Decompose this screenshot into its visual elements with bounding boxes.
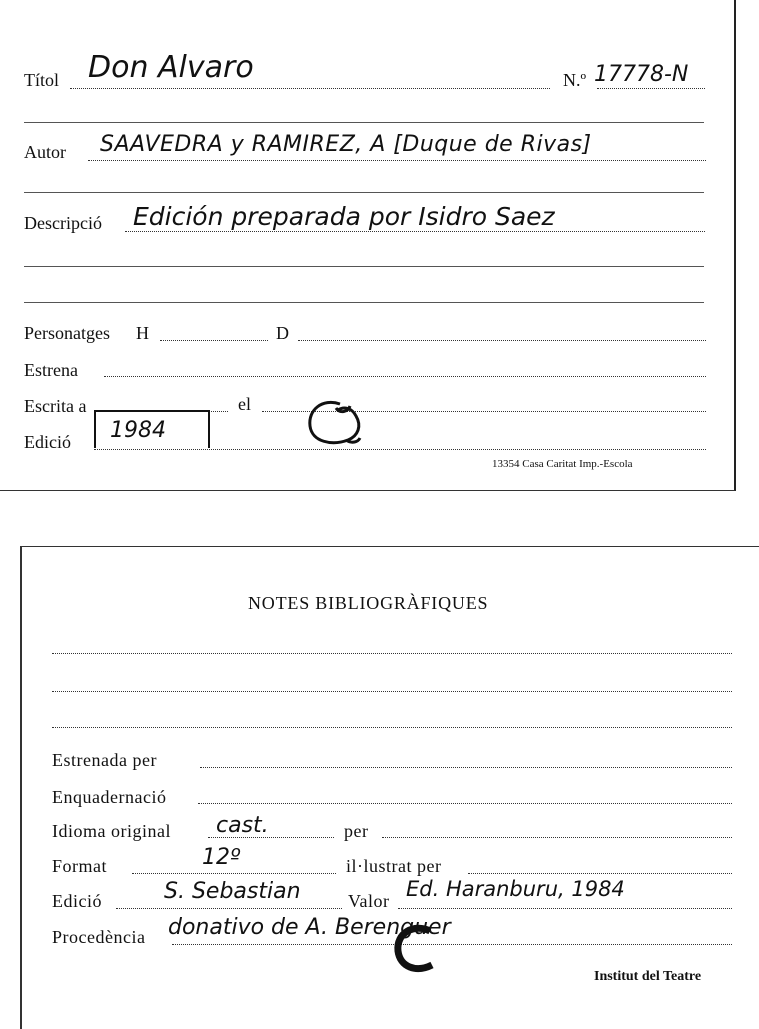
label-per: per xyxy=(344,821,369,841)
label-illustrat-per: il·lustrat per xyxy=(346,856,442,876)
label-descripcio: Descripció xyxy=(24,213,102,233)
ink-scribble xyxy=(300,396,370,452)
blank-line xyxy=(24,302,704,303)
label-enquadernacio: Enquadernació xyxy=(52,787,167,807)
line-estrena xyxy=(104,376,706,377)
label-edicio: Edició xyxy=(52,891,102,911)
label-estrena: Estrena xyxy=(24,360,78,380)
line-numero xyxy=(597,88,705,89)
catalog-card-bottom xyxy=(20,546,759,1029)
value-valor: Ed. Haranburu, 1984 xyxy=(406,877,625,901)
label-el: el xyxy=(238,394,251,414)
value-numero: 17778-N xyxy=(594,62,689,87)
label-edicio: Edició xyxy=(24,432,71,452)
line-estrenada-per xyxy=(200,767,732,768)
line-h xyxy=(160,340,268,341)
label-format: Format xyxy=(52,856,107,876)
line-procedencia xyxy=(172,944,732,945)
line-illustrat-per xyxy=(468,873,732,874)
line-per xyxy=(382,837,732,838)
printer-imprint: 13354 Casa Caritat Imp.-Escola xyxy=(492,458,633,470)
line-d xyxy=(298,340,706,341)
ink-stamp xyxy=(386,923,446,975)
value-titol: Don Alvaro xyxy=(88,50,254,85)
value-autor: SAAVEDRA y RAMIREZ, A [Duque de Rivas] xyxy=(100,132,592,157)
value-descripcio: Edición preparada por Isidro Saez xyxy=(133,202,555,231)
label-autor: Autor xyxy=(24,142,66,162)
value-idioma-original: cast. xyxy=(216,813,269,838)
institution-name: Institut del Teatre xyxy=(594,969,702,984)
value-format: 12º xyxy=(202,845,241,870)
line-descripcio xyxy=(125,231,705,232)
label-escrita-a: Escrita a xyxy=(24,396,87,416)
value-procedencia: donativo de A. Berenguer xyxy=(168,915,451,940)
blank-line xyxy=(24,192,704,193)
line-valor xyxy=(398,908,732,909)
blank-line xyxy=(24,266,704,267)
blank-line xyxy=(24,122,704,123)
line-edicio xyxy=(116,908,342,909)
label-d: D xyxy=(276,323,289,343)
label-valor: Valor xyxy=(348,891,390,911)
label-numero: N.º xyxy=(563,70,587,90)
line-autor xyxy=(88,160,706,161)
blank-line xyxy=(52,691,732,692)
blank-line xyxy=(52,727,732,728)
value-edicio: S. Sebastian xyxy=(164,879,301,904)
value-edicio: 1984 xyxy=(110,418,166,443)
label-personatges: Personatges xyxy=(24,323,110,343)
blank-line xyxy=(52,653,732,654)
line-format xyxy=(132,873,336,874)
line-enquadernacio xyxy=(198,803,732,804)
card-heading: NOTES BIBLIOGRÀFIQUES xyxy=(248,593,489,613)
line-titol xyxy=(70,88,550,89)
label-idioma-original: Idioma original xyxy=(52,821,171,841)
label-estrenada-per: Estrenada per xyxy=(52,750,157,770)
label-h: H xyxy=(136,323,149,343)
label-procedencia: Procedència xyxy=(52,927,146,947)
line-edicio xyxy=(94,449,706,450)
label-titol: Títol xyxy=(24,70,59,90)
catalog-card-top xyxy=(0,0,736,491)
